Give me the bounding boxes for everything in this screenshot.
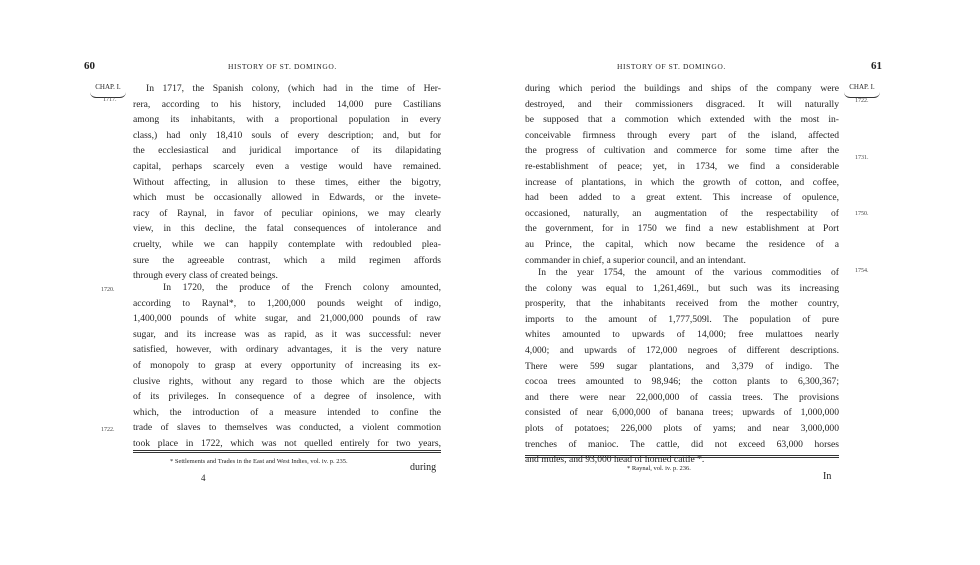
text-line: In the year 1754, the amount of the various commodities of xyxy=(538,267,839,278)
text-line: the ecclesiastical and juridical importance of its dilapidating xyxy=(133,145,441,157)
page-number: 61 xyxy=(871,60,882,72)
text-line: through every class of created beings. xyxy=(133,270,278,282)
text-line: trade of slaves to themselves was conducted, a violent commotion xyxy=(133,422,441,434)
footnote-rule xyxy=(525,455,839,458)
text-line: There were 599 sugar plantations, and 3,379 of indigo. The xyxy=(525,360,839,372)
footnote-rule xyxy=(133,450,441,453)
footnote: * Raynal, vol. iv. p. 236. xyxy=(627,465,691,472)
text-line: according to Raynal*, to 1,200,000 pounds weight of indigo, xyxy=(133,297,441,309)
text-line: whites amounted to upwards of 14,000; free mulattoes nearly xyxy=(525,329,839,341)
chapter-marker-label: CHAP. I. xyxy=(95,83,121,91)
text-line: destroyed, and their commissioners disgraced. It will naturally xyxy=(525,98,839,110)
text-line: view, in this decline, the fatal consequences of intolerance and xyxy=(133,223,441,235)
text-line: rera, according to his history, included 14,000 pure Castilians xyxy=(133,98,441,110)
text-line: commander in chief, a superior council, and an intendant. xyxy=(525,254,746,266)
text-line: plots of potatoes; 226,000 plots of yams; and near 3,000,000 xyxy=(525,422,839,434)
margin-year: 1750. xyxy=(855,211,869,217)
text-line: and mules, and 93,000 head of horned cattle *. xyxy=(525,454,705,466)
text-line: re-establishment of peace; yet, in 1734, we find a considerable xyxy=(525,160,839,172)
catchword: In xyxy=(823,471,832,482)
text-line: Without affecting, in allusion to these times, either the bigotry, xyxy=(133,176,441,188)
text-line: the colony was equal to 1,261,469l., but such was its increasing xyxy=(525,282,839,294)
text-line: prosperity, that the inhabitants received from the mother country, xyxy=(525,298,839,310)
text-line: which, the introduction of a measure intended to confine the xyxy=(133,406,441,418)
text-line: be supposed that a commotion which extended with the most in- xyxy=(525,114,839,126)
text-line: trenches of manioc. The cattle, did not exceed 63,000 horses xyxy=(525,438,839,450)
text-line: of monopoly to grasp at every opportunity of increasing its ex- xyxy=(133,359,441,371)
running-head: HISTORY OF ST. DOMINGO. xyxy=(617,62,726,71)
text-line: sugar, and its increase was as rapid, as it was successful: never xyxy=(133,328,441,340)
text-line: 1,400,000 pounds of white sugar, and 21,000,000 pounds of raw xyxy=(133,313,441,325)
margin-year: 1754. xyxy=(855,268,869,274)
text-line: racy of Raynal, in favor of peculiar opinions, we may clearly xyxy=(133,207,441,219)
chapter-marker xyxy=(842,83,882,98)
text-line: 4,000; and upwards of 172,000 negroes of different descriptions. xyxy=(525,344,839,356)
text-line: conceivable firmness through every part of the island, affected xyxy=(525,129,839,141)
right-page xyxy=(490,0,980,565)
text-line: capital, perhaps scarcely even a vestige would have remained. xyxy=(133,160,441,172)
margin-year: 1720. xyxy=(101,287,115,293)
footnote: * Settlements and Trades in the East and West Indies, vol. iv. p. 235. xyxy=(170,458,348,465)
paragraph xyxy=(133,280,441,452)
text-line: imports to the amount of 1,777,509l. The population of pure xyxy=(525,313,839,325)
text-line: increase of plantations, in which the growth of cotton, and coffee, xyxy=(525,176,839,188)
text-line: which must be occasionally allowed in Edwards, or the invete- xyxy=(133,192,441,204)
text-line: the government, for in 1750 we find a new establishment at Port xyxy=(525,223,839,235)
text-line: In 1720, the produce of the French colony amounted, xyxy=(163,282,441,293)
page-number: 60 xyxy=(84,60,95,72)
text-line: clusive rights, without any regard to those which are the objects xyxy=(133,375,441,387)
text-line: class,) had only 18,410 souls of every description; and, but for xyxy=(133,129,441,141)
text-line: satisfied, however, with ordinary advantages, it is the very nature xyxy=(133,344,441,356)
text-line: among its inhabitants, with a proportional population in every xyxy=(133,114,441,126)
catchword: during xyxy=(410,462,437,473)
chapter-marker-label: CHAP. I. xyxy=(849,83,875,91)
signature-mark: 4 xyxy=(201,473,206,483)
text-line: In 1717, the Spanish colony, (which had in the time of Her- xyxy=(146,83,441,94)
margin-year: 1722. xyxy=(101,427,115,433)
margin-year: 1731. xyxy=(855,155,869,161)
paragraph xyxy=(133,81,441,284)
text-line: consisted of near 6,000,000 of banana trees; upwards of 1,000,000 xyxy=(525,407,839,419)
text-line: took place in 1722, which was not quelled entirely for two years, xyxy=(133,437,441,449)
text-line: au Prince, the capital, which now became the residence of a xyxy=(525,238,839,250)
chapter-marker xyxy=(88,83,128,98)
paragraph xyxy=(525,81,839,268)
text-line: the progress of cultivation and commerce for some time after the xyxy=(525,145,839,157)
text-line: sure the agreeable contrast, which a mild regimen affords xyxy=(133,254,441,266)
text-line: occasioned, naturally, an augmentation of the respectability of xyxy=(525,207,839,219)
margin-year: 1717. xyxy=(103,97,117,103)
text-line: had been added to a great extent. This increase of opulence, xyxy=(525,192,839,204)
running-head: HISTORY OF ST. DOMINGO. xyxy=(228,62,337,71)
text-line: and there were near 22,000,000 of cassia trees. The provisions xyxy=(525,391,839,403)
paragraph xyxy=(525,265,839,468)
text-line: during which period the buildings and ships of the company were xyxy=(525,83,839,94)
text-line: cocoa trees amounted to 98,946; the cotton plants to 6,300,367; xyxy=(525,376,839,388)
margin-year: 1722. xyxy=(855,98,869,104)
text-line: cruelty, while we can happily contemplate with redoubled plea- xyxy=(133,238,441,250)
text-line: of its privileges. In consequence of a degree of insolence, with xyxy=(133,391,441,403)
